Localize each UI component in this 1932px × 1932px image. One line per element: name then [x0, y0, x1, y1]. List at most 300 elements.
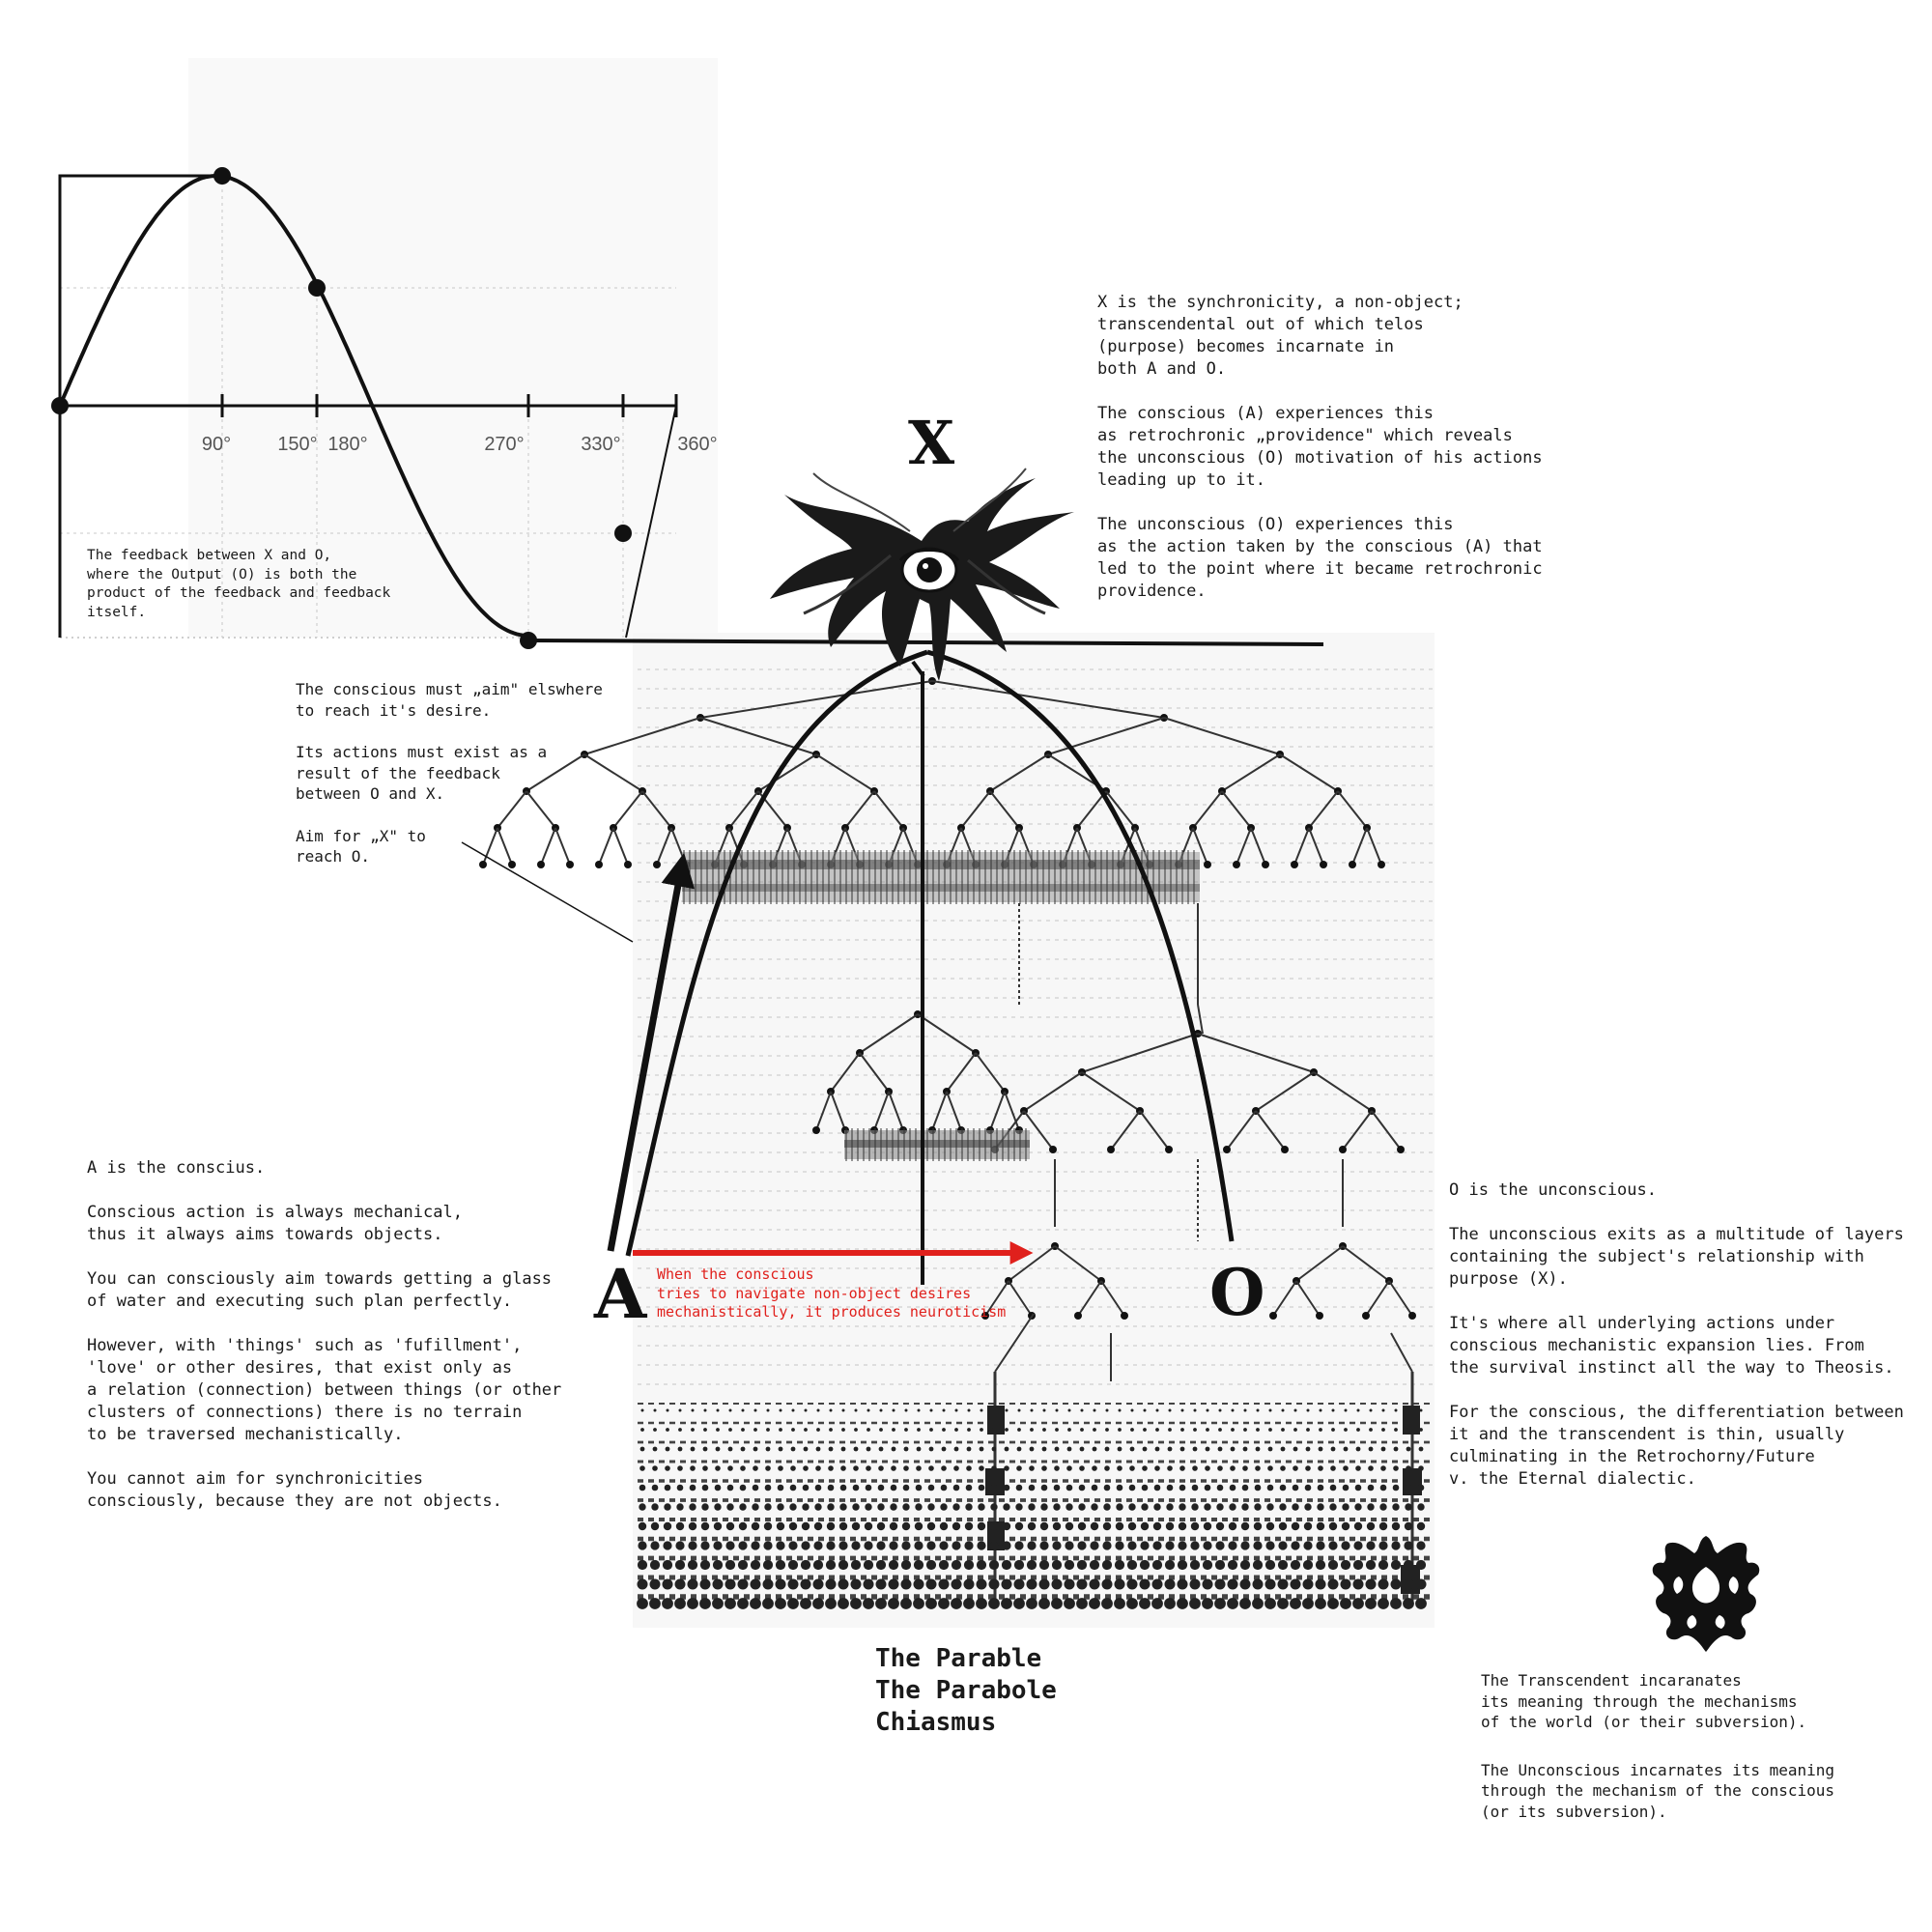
density-dot	[916, 1465, 922, 1471]
density-dot	[1005, 1447, 1009, 1452]
density-dot	[980, 1428, 983, 1432]
density-dot	[1293, 1485, 1299, 1492]
density-dot	[702, 1485, 709, 1492]
density-dot	[941, 1485, 948, 1492]
density-dot	[1317, 1522, 1324, 1530]
density-dot	[979, 1465, 984, 1471]
density-dot	[939, 1560, 949, 1570]
density-dot	[715, 1485, 722, 1492]
density-dot	[903, 1485, 910, 1492]
tick-label: 360°	[677, 434, 718, 455]
density-dot	[651, 1522, 659, 1530]
density-dot	[1282, 1409, 1285, 1412]
density-dot	[1128, 1522, 1136, 1530]
density-dot	[1179, 1522, 1186, 1530]
density-dot	[1194, 1409, 1197, 1412]
density-dot	[677, 1485, 684, 1492]
density-dot	[1317, 1503, 1323, 1510]
density-dot	[777, 1522, 784, 1530]
text-line: led to the point where it became retrochronic	[1097, 559, 1543, 579]
density-dot	[1228, 1560, 1237, 1570]
density-dot	[1229, 1503, 1236, 1510]
density-dot	[1253, 1579, 1264, 1590]
text-line: You cannot aim for synchronicities	[87, 1469, 423, 1489]
density-dot	[650, 1579, 661, 1590]
density-dot	[1155, 1447, 1160, 1452]
density-dot	[726, 1522, 734, 1530]
density-dot	[691, 1447, 696, 1452]
density-dot	[1118, 1447, 1122, 1452]
density-dot	[1240, 1579, 1251, 1590]
density-dot	[1215, 1541, 1224, 1549]
density-dot	[1218, 1447, 1223, 1452]
density-dot	[1341, 1579, 1351, 1590]
density-dot	[929, 1428, 933, 1432]
letter-x: X	[908, 408, 955, 478]
density-dot	[1014, 1560, 1024, 1570]
tree-node	[1378, 861, 1385, 868]
density-dot	[891, 1465, 896, 1471]
density-dot	[877, 1522, 885, 1530]
text-line: providence.	[1097, 582, 1207, 601]
density-dot	[889, 1541, 897, 1549]
density-dot	[1140, 1560, 1150, 1570]
tree-node	[1204, 861, 1211, 868]
density-dot	[767, 1409, 770, 1412]
density-dot	[904, 1428, 908, 1432]
density-dot	[1179, 1465, 1185, 1471]
density-dot	[690, 1485, 696, 1492]
density-dot	[1040, 1522, 1048, 1530]
density-dot	[1143, 1428, 1147, 1432]
density-dot	[1394, 1447, 1399, 1452]
density-dot	[966, 1485, 973, 1492]
density-dot	[1180, 1428, 1184, 1432]
density-dot	[1217, 1465, 1223, 1471]
density-dot	[1344, 1447, 1349, 1452]
density-dot	[751, 1579, 761, 1590]
density-dot	[1232, 1409, 1235, 1412]
density-dot	[1042, 1447, 1047, 1452]
density-dot	[1004, 1485, 1010, 1492]
density-dot	[1380, 1485, 1387, 1492]
density-dot	[1104, 1465, 1110, 1471]
density-dot	[1343, 1485, 1350, 1492]
density-dot	[1077, 1541, 1086, 1549]
density-dot	[728, 1428, 732, 1432]
density-dot	[1329, 1503, 1336, 1510]
density-dot	[815, 1465, 821, 1471]
density-dot	[1278, 1560, 1288, 1570]
density-dot	[1355, 1465, 1361, 1471]
density-dot	[901, 1560, 911, 1570]
density-dot	[639, 1485, 646, 1492]
density-dot	[663, 1579, 673, 1590]
text-line: conscious mechanistic expansion lies. From	[1449, 1336, 1864, 1355]
density-dot	[1265, 1579, 1276, 1590]
density-dot	[802, 1503, 809, 1510]
density-dot	[964, 1560, 974, 1570]
density-dot	[1420, 1409, 1423, 1412]
density-dot	[1417, 1503, 1424, 1510]
density-dot	[1405, 1503, 1411, 1510]
density-dot	[1292, 1503, 1298, 1510]
text-line: its meaning through the mechanisms	[1481, 1691, 1798, 1711]
density-dot	[1381, 1447, 1386, 1452]
density-dot	[665, 1485, 671, 1492]
density-dot	[803, 1485, 810, 1492]
density-dot	[652, 1465, 658, 1471]
density-dot	[741, 1428, 745, 1432]
density-dot	[1218, 1428, 1222, 1432]
tick-label: 150°	[277, 434, 318, 455]
density-dot	[701, 1503, 708, 1510]
density-dot	[1267, 1465, 1273, 1471]
density-dot	[925, 1598, 937, 1609]
density-dot	[1155, 1428, 1159, 1432]
density-dot	[717, 1409, 720, 1412]
density-dot	[654, 1409, 657, 1412]
density-dot	[1003, 1522, 1010, 1530]
density-dot	[1014, 1579, 1025, 1590]
density-dot	[865, 1522, 872, 1530]
density-dot	[828, 1465, 834, 1471]
text-line: it and the transcendent is thin, usually	[1449, 1425, 1845, 1444]
density-dot	[762, 1598, 774, 1609]
density-dot	[1353, 1560, 1363, 1570]
density-dot	[1370, 1409, 1373, 1412]
density-dot	[1105, 1447, 1110, 1452]
density-dot	[1178, 1560, 1187, 1570]
tree-node	[1165, 1146, 1173, 1153]
tick-label: 330°	[581, 434, 621, 455]
density-dot	[1340, 1598, 1351, 1609]
density-dot	[751, 1541, 759, 1549]
density-dot	[829, 1428, 833, 1432]
density-dot	[1102, 1541, 1111, 1549]
density-dot	[1068, 1409, 1071, 1412]
density-dot	[791, 1447, 796, 1452]
density-dot	[952, 1503, 959, 1510]
density-dot	[1403, 1598, 1414, 1609]
density-dot	[876, 1560, 886, 1570]
text-line: of water and executing such plan perfectly.	[87, 1292, 513, 1311]
density-dot	[1304, 1522, 1312, 1530]
density-dot	[1316, 1579, 1326, 1590]
density-dot	[1404, 1541, 1412, 1549]
density-dot	[1404, 1579, 1414, 1590]
density-dot	[1193, 1447, 1198, 1452]
text-line: 'love' or other desires, that exist only as	[87, 1358, 513, 1378]
density-dot	[1319, 1447, 1323, 1452]
density-dot	[677, 1465, 683, 1471]
density-dot	[1219, 1409, 1222, 1412]
density-dot	[812, 1598, 824, 1609]
density-dot	[665, 1465, 670, 1471]
density-dot	[841, 1428, 845, 1432]
density-dot	[738, 1560, 748, 1570]
density-dot	[1029, 1465, 1035, 1471]
tree-node	[1121, 1312, 1128, 1320]
density-dot	[1303, 1560, 1313, 1570]
density-dot	[1015, 1503, 1022, 1510]
text-line: consciously, because they are not objects.	[87, 1492, 502, 1511]
density-dot	[943, 1409, 946, 1412]
density-dot	[926, 1541, 935, 1549]
sine-point	[51, 397, 69, 414]
density-dot	[941, 1465, 947, 1471]
density-dot	[1416, 1560, 1426, 1570]
density-dot	[892, 1428, 895, 1432]
density-dot	[1416, 1541, 1425, 1549]
density-dot	[1141, 1522, 1149, 1530]
density-dot	[1354, 1503, 1361, 1510]
density-dot	[753, 1447, 758, 1452]
density-dot	[1206, 1428, 1209, 1432]
density-dot	[1142, 1465, 1148, 1471]
density-dot	[1393, 1465, 1399, 1471]
tree-node	[1049, 1146, 1057, 1153]
density-dot	[1406, 1465, 1411, 1471]
density-dot	[1406, 1485, 1412, 1492]
tree-node	[1223, 1146, 1231, 1153]
density-dot	[1231, 1447, 1236, 1452]
density-dot	[716, 1447, 721, 1452]
letter-a: A	[594, 1254, 647, 1334]
density-dot	[1231, 1428, 1235, 1432]
density-dot	[915, 1503, 922, 1510]
density-dot	[1026, 1598, 1037, 1609]
density-dot	[738, 1541, 747, 1549]
density-dot	[727, 1485, 734, 1492]
density-dot	[1165, 1560, 1175, 1570]
density-dot	[1131, 1409, 1134, 1412]
density-dot	[1304, 1503, 1311, 1510]
density-dot	[951, 1598, 962, 1609]
density-dot	[1139, 1598, 1151, 1609]
text-line: transcendental out of which telos	[1097, 315, 1424, 334]
density-dot	[1065, 1503, 1072, 1510]
density-dot	[840, 1485, 847, 1492]
density-dot	[1117, 1485, 1123, 1492]
density-dot	[967, 1428, 971, 1432]
density-dot	[988, 1598, 1000, 1609]
letter-o: O	[1209, 1255, 1265, 1330]
density-dot	[651, 1503, 658, 1510]
transcendent-note	[1481, 1670, 1834, 1822]
tree-node	[1262, 861, 1269, 868]
density-dot	[1228, 1541, 1236, 1549]
density-dot	[801, 1579, 811, 1590]
aim-paragraph	[296, 742, 603, 805]
density-dot	[1266, 1503, 1273, 1510]
density-dot	[1090, 1560, 1099, 1570]
density-dot	[1331, 1447, 1336, 1452]
density-dot	[1190, 1579, 1201, 1590]
density-dot	[853, 1465, 859, 1471]
tree-node	[1397, 1146, 1405, 1153]
text-line: the unconscious (O) motivation of his actions	[1097, 448, 1543, 468]
density-dot	[1193, 1428, 1197, 1432]
density-dot	[702, 1465, 708, 1471]
density-dot	[1177, 1598, 1188, 1609]
density-dot	[715, 1465, 721, 1471]
caption-line: The feedback between X and O,	[87, 548, 332, 563]
density-dot	[1168, 1428, 1172, 1432]
density-dot	[1054, 1465, 1060, 1471]
density-dot	[1391, 1560, 1401, 1570]
density-dot	[1378, 1579, 1389, 1590]
density-dot	[742, 1409, 745, 1412]
density-dot	[852, 1503, 859, 1510]
density-dot	[830, 1409, 833, 1412]
density-dot	[965, 1522, 973, 1530]
text-line: leading up to it.	[1097, 470, 1265, 490]
density-dot	[1152, 1579, 1163, 1590]
density-dot	[650, 1541, 659, 1549]
a-paragraph	[87, 1202, 561, 1246]
density-dot	[939, 1579, 950, 1590]
density-dot	[1179, 1503, 1185, 1510]
density-dot	[649, 1598, 661, 1609]
density-dot	[890, 1522, 897, 1530]
density-dot	[1306, 1428, 1310, 1432]
density-dot	[1077, 1560, 1087, 1570]
density-dot	[1390, 1598, 1402, 1609]
density-dot	[1030, 1447, 1035, 1452]
density-dot	[1101, 1598, 1113, 1609]
density-dot	[725, 1560, 735, 1570]
density-dot	[891, 1485, 897, 1492]
density-dot	[1041, 1465, 1047, 1471]
density-dot	[1356, 1447, 1361, 1452]
density-dot	[814, 1503, 821, 1510]
density-dot	[826, 1579, 837, 1590]
density-dot	[1378, 1598, 1389, 1609]
density-dot	[914, 1579, 924, 1590]
density-dot	[890, 1503, 896, 1510]
density-dot	[765, 1485, 772, 1492]
tree-node	[1291, 861, 1298, 868]
density-dot	[1027, 1579, 1037, 1590]
o-description	[1449, 1179, 1904, 1491]
density-dot	[1293, 1428, 1297, 1432]
density-dot	[1291, 1560, 1300, 1570]
density-dot	[954, 1447, 959, 1452]
density-dot	[713, 1541, 722, 1549]
density-dot	[1393, 1485, 1400, 1492]
a-description	[87, 1157, 561, 1513]
density-dot	[1305, 1465, 1311, 1471]
density-dot	[1378, 1541, 1387, 1549]
density-dot	[741, 1447, 746, 1452]
density-dot	[918, 1409, 921, 1412]
density-dot	[1165, 1541, 1174, 1549]
density-dot	[740, 1465, 746, 1471]
density-dot	[1255, 1485, 1262, 1492]
tree-node	[1320, 861, 1327, 868]
text-line: Aim for „X" to	[296, 826, 426, 845]
density-dot	[1206, 1447, 1210, 1452]
density-dot	[637, 1598, 648, 1609]
density-dot	[904, 1447, 909, 1452]
density-dot	[1405, 1522, 1412, 1530]
density-dot	[980, 1447, 984, 1452]
density-dot	[1367, 1522, 1375, 1530]
density-dot	[1407, 1409, 1410, 1412]
aim-paragraph	[296, 826, 603, 867]
density-dot	[878, 1465, 884, 1471]
density-dot	[1356, 1428, 1360, 1432]
text-line: O is the unconscious.	[1449, 1180, 1657, 1200]
density-dot	[1368, 1485, 1375, 1492]
density-dot	[1106, 1409, 1109, 1412]
density-dot	[1051, 1598, 1063, 1609]
density-dot	[1204, 1522, 1211, 1530]
text-line: However, with 'things' such as 'fufillment',	[87, 1336, 523, 1355]
density-dot	[729, 1409, 732, 1412]
density-dot	[679, 1409, 682, 1412]
density-dot	[667, 1409, 669, 1412]
density-dot	[1052, 1541, 1061, 1549]
density-dot	[1367, 1503, 1374, 1510]
density-dot	[1015, 1522, 1023, 1530]
density-dot	[1002, 1560, 1011, 1570]
density-dot	[676, 1503, 683, 1510]
density-dot	[992, 1428, 996, 1432]
density-dot	[1102, 1579, 1113, 1590]
density-dot	[1391, 1541, 1400, 1549]
density-dot	[678, 1447, 683, 1452]
density-dot	[989, 1541, 998, 1549]
density-dot	[867, 1409, 870, 1412]
density-dot	[689, 1522, 696, 1530]
density-dot	[1382, 1409, 1385, 1412]
title-line: The Parabole	[875, 1676, 1057, 1705]
density-dot	[1217, 1485, 1224, 1492]
density-dot	[1264, 1598, 1276, 1609]
density-dot	[863, 1598, 874, 1609]
density-dot	[989, 1579, 1000, 1590]
density-dot	[952, 1560, 961, 1570]
density-dot	[1053, 1522, 1061, 1530]
density-dot	[1320, 1409, 1322, 1412]
density-dot	[827, 1503, 834, 1510]
density-dot	[754, 1409, 757, 1412]
density-dot	[826, 1541, 835, 1549]
density-dot	[955, 1409, 958, 1412]
density-dot	[1003, 1503, 1009, 1510]
density-dot	[1366, 1579, 1377, 1590]
density-dot	[688, 1541, 696, 1549]
x-paragraph	[1097, 403, 1543, 492]
density-dot	[853, 1485, 860, 1492]
density-dot	[914, 1541, 923, 1549]
density-dot	[1091, 1503, 1097, 1510]
density-dot	[1078, 1522, 1086, 1530]
density-dot	[1229, 1522, 1236, 1530]
density-dot	[916, 1485, 923, 1492]
density-dot	[1302, 1598, 1314, 1609]
density-dot	[1055, 1447, 1060, 1452]
density-dot	[1127, 1541, 1136, 1549]
density-dot	[1054, 1485, 1061, 1492]
density-dot	[1266, 1522, 1274, 1530]
text-line: For the conscious, the differentiation between	[1449, 1403, 1904, 1422]
density-dot	[1230, 1465, 1236, 1471]
density-dot	[1189, 1598, 1201, 1609]
density-dot	[1042, 1428, 1046, 1432]
